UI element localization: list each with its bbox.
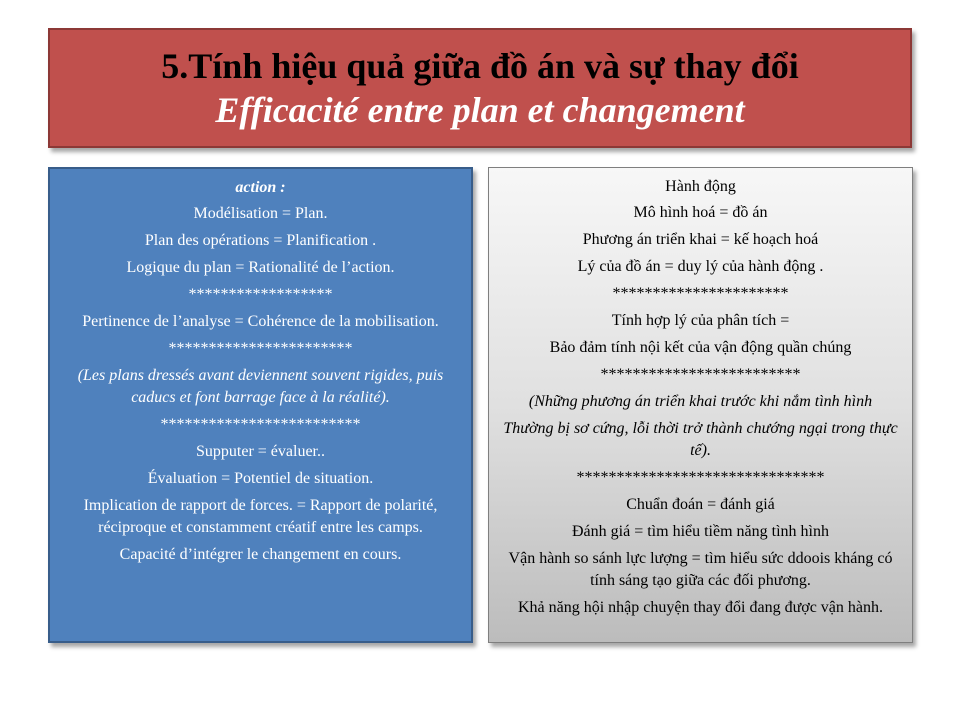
right-line: Lý của đồ án = duy lý của hành động . — [577, 258, 824, 275]
right-separator: ************************* — [600, 366, 801, 383]
right-line: Đánh giá = tìm hiểu tiềm năng tình hình — [572, 523, 829, 540]
left-note: (Les plans dressés avant deviennent souvent rigides, puis caducs et font barrage face à la réalité). — [77, 367, 444, 406]
left-separator: *********************** — [168, 340, 353, 357]
right-separator: ********************** — [612, 285, 789, 302]
right-note: Thường bị sơ cứng, lỗi thời trở thành chướng ngại trong thực tế). — [503, 420, 898, 459]
right-line: Khả năng hội nhập chuyện thay đổi đang được vận hành. — [517, 599, 884, 616]
left-line: Logique du plan = Rationalité de l’action. — [126, 259, 395, 276]
left-separator: ************************* — [160, 416, 361, 433]
vietnamese-text-panel — [488, 167, 913, 643]
left-line: Supputer = évaluer.. — [196, 443, 325, 460]
right-line: Chuẩn đoán = đánh giá — [626, 496, 775, 513]
title-vietnamese: 5.Tính hiệu quả giữa đồ án và sự thay đổi — [161, 46, 799, 86]
right-line: Bảo đảm tính nội kết của vận động quần chúng — [549, 339, 852, 356]
left-line: Modélisation = Plan. — [193, 205, 328, 222]
left-separator: ****************** — [188, 286, 333, 303]
right-line: Phương án triển khai = kế hoạch hoá — [582, 231, 819, 248]
right-line: Tính hợp lý của phân tích = — [611, 312, 790, 329]
right-note: (Những phương án triển khai trước khi nắm tình hình — [528, 393, 873, 410]
title-french: Efficacité entre plan et changement — [215, 90, 745, 130]
left-line: Évaluation = Potentiel de situation. — [147, 470, 374, 487]
left-heading: action : — [235, 179, 286, 196]
right-line: Vận hành so sánh lực lượng = tìm hiểu sức ddoois kháng có tính sáng tạo giữa các đối phương. — [508, 550, 893, 589]
right-heading: Hành động — [665, 178, 736, 195]
left-line: Plan des opérations = Planification . — [144, 232, 377, 249]
left-line: Pertinence de l’analyse = Cohérence de la mobilisation. — [82, 313, 439, 330]
right-separator: ******************************* — [576, 469, 825, 486]
left-line: Implication de rapport de forces. = Rapport de polarité, réciproque et constamment créatif entre les camps. — [83, 497, 438, 536]
slide-title-box — [48, 28, 912, 148]
french-text-panel — [48, 167, 473, 643]
right-line: Mô hình hoá = đồ án — [633, 204, 768, 221]
left-line: Capacité d’intégrer le changement en cours. — [119, 546, 402, 563]
